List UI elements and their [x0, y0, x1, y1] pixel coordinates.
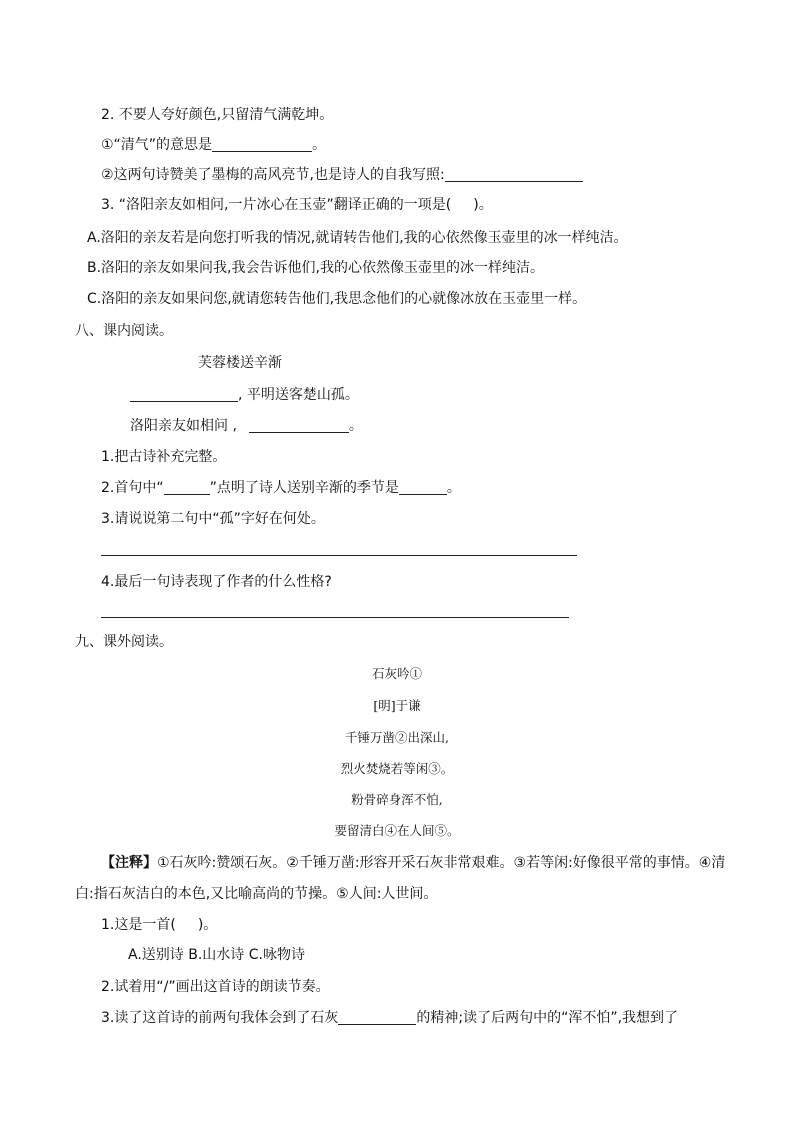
answer-blank[interactable] — [338, 1010, 416, 1025]
notes-text: ①石灰吟:赞颂石灰。②千锤万凿:形容开采石灰非常艰难。③若等闲:好像很平常的事情。④清 — [157, 855, 726, 871]
answer-blank[interactable] — [212, 137, 312, 152]
question-text: 3. “洛阳亲友如相问,一片冰心在玉壶”翻译正确的一项是( — [101, 197, 452, 213]
question-text: ②这两句诗赞美了墨梅的高风亮节,也是诗人的自我写照: — [101, 167, 445, 183]
poem-title: 芙蓉楼送辛渐 — [198, 355, 282, 371]
question-8-2 — [101, 479, 461, 497]
option-c: C.洛阳的亲友如果问您,就请您转告他们,我思念他们的心就像冰放在玉壶里一样。 — [87, 291, 587, 307]
question-9-1 — [101, 916, 217, 934]
section-8-heading: 八、课内阅读。 — [75, 323, 173, 339]
question-9-2: 2.试着用“/”画出这首诗的朗读节奏。 — [101, 979, 330, 995]
notes-line-1 — [101, 854, 725, 872]
answer-line[interactable] — [101, 617, 569, 618]
question-text: 。 — [312, 137, 327, 153]
poem-author: [明]于谦 — [373, 698, 421, 713]
poem-text: 洛阳亲友如相问 , — [130, 418, 237, 434]
question-text: )。 — [197, 917, 218, 933]
question-text: 。 — [446, 480, 461, 496]
answer-blank[interactable] — [445, 167, 583, 182]
question-text: 1.这是一首( — [101, 917, 176, 933]
answer-line[interactable] — [101, 555, 577, 556]
question-8-3: 3.请说说第二句中“孤”字好在何处。 — [101, 511, 325, 527]
section-9-heading: 九、课外阅读。 — [75, 634, 173, 650]
poem-line-4: 要留清白④在人间⑤。 — [334, 823, 460, 838]
poem-text: , 平明送客楚山孤。 — [238, 387, 359, 403]
question-text: ①“清气”的意思是 — [101, 137, 213, 153]
poem-title: 石灰吟① — [371, 666, 422, 681]
poem-line-2 — [130, 417, 363, 435]
question-7-2-1 — [101, 136, 326, 154]
notes-line-2: 白:指石灰洁白的本色,又比喻高尚的节操。⑤人间:人世间。 — [75, 886, 438, 902]
poem-text: 。 — [348, 418, 363, 434]
question-7-2: 2. 不要人夸好颜色,只留清气满乾坤。 — [101, 107, 334, 123]
question-8-1: 1.把古诗补充完整。 — [101, 449, 227, 465]
question-text: 的精神;读了后两句中的“浑不怕”,我想到了 — [416, 1010, 679, 1026]
notes-label: 【注释】 — [101, 855, 157, 871]
answer-blank[interactable] — [130, 387, 238, 402]
poem-line-3: 粉骨碎身浑不怕, — [351, 792, 443, 807]
question-7-3 — [101, 196, 493, 214]
question-8-4: 4.最后一句诗表现了作者的什么性格? — [101, 574, 332, 590]
question-7-2-2 — [101, 166, 583, 184]
question-text: )。 — [473, 197, 493, 213]
question-text: 3.读了这首诗的前两句我体会到了石灰 — [101, 1010, 339, 1026]
question-9-3 — [101, 1009, 678, 1027]
question-text: 2.首句中“ — [101, 480, 164, 496]
question-text: ”点明了诗人送别辛渐的季节是 — [209, 480, 399, 496]
option-b: B.洛阳的亲友如果问我,我会告诉他们,我的心依然像玉壶里的冰一样纯洁。 — [87, 260, 544, 276]
answer-blank[interactable] — [249, 418, 349, 433]
answer-blank[interactable] — [399, 480, 447, 495]
option-a: A.洛阳的亲友若是向您打听我的情况,就请转告他们,我的心依然像玉壶里的冰一样纯洁。 — [87, 230, 628, 246]
poem-line-1 — [130, 386, 359, 404]
answer-blank[interactable] — [164, 480, 210, 495]
poem-line-1: 千锤万凿②出深山, — [345, 730, 449, 745]
question-9-1-options: A.送别诗 B.山水诗 C.咏物诗 — [128, 947, 305, 963]
poem-line-2: 烈火焚烧若等闲③。 — [340, 761, 454, 776]
